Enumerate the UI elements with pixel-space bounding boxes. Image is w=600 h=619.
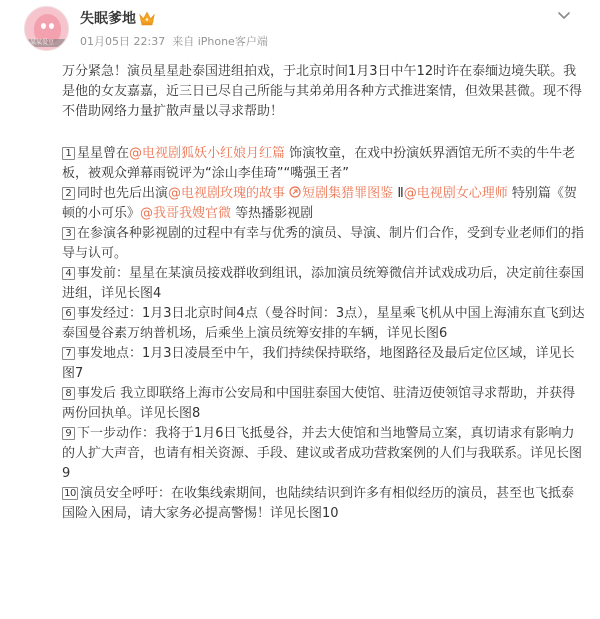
chevron-down-icon[interactable] xyxy=(556,7,572,23)
item-text: 饰演牧童，在戏中扮演妖界酒馆无所不卖的牛牛老板，被观众弹幕雨锐评为“涂山李佳琦”“嘴强王者” xyxy=(62,146,576,181)
item-number-badge: 8 xyxy=(62,387,75,400)
mention-link[interactable]: @电视剧玫瑰的故事 xyxy=(168,186,286,201)
post-item-list xyxy=(62,144,586,524)
post-item xyxy=(62,424,586,484)
post-item xyxy=(62,144,586,184)
item-number-badge: 7 xyxy=(62,347,75,360)
item-text: 事发经过：1月3日北京时间4点（曼谷时间：3点），星星乘飞机从中国上海浦东直飞到达泰国曼谷素万纳普机场，后乘坐上演员统筹安排的车辆，详见长图6 xyxy=(62,306,585,341)
post-header xyxy=(16,0,578,56)
item-number-badge: 6 xyxy=(62,307,75,320)
avatar-eye-right xyxy=(49,23,54,29)
item-number-badge: 9 xyxy=(62,427,75,440)
item-text: 特别篇《贺顿的小可乐》 xyxy=(62,186,577,221)
post-date[interactable]: 01月05日 22:37 xyxy=(80,35,166,48)
post-source: 来自 iPhone客户端 xyxy=(172,35,268,48)
item-number-badge: 2 xyxy=(62,187,75,200)
item-text: 事发地点：1月3日凌晨至中午，我们持续保持联络，地图路径及最后定位区域，详见长图7 xyxy=(62,346,575,381)
post-content xyxy=(62,62,586,524)
item-text: 事发前：星星在某演员接戏群收到组讯，添加演员统筹微信并试戏成功后，决定前往泰国进组，详见长图4 xyxy=(62,266,585,301)
item-text: 下一步动作：我将于1月6日飞抵曼谷，并去大使馆和当地警局立案，真切请求有影响力的人扩大声音，也请有相关资源、手段、建议或者成功营救案例的人们与我联系。详见长图9 xyxy=(62,426,583,481)
item-text: 同时也先后出演 xyxy=(77,186,169,201)
item-text: Ⅱ xyxy=(393,186,404,201)
item-text: 在参演各种影视剧的过程中有幸与优秀的演员、导演、制片们合作，受到专业老师们的指导与认可。 xyxy=(62,226,585,261)
mention-link[interactable]: 短剧集猎罪图鉴 xyxy=(302,186,394,201)
mention-link[interactable]: @电视剧狐妖小红娘月红篇 xyxy=(129,146,286,161)
item-text: 星星曾在 xyxy=(77,146,130,161)
post-intro: 万分紧急！演员星星赴泰国进组拍戏，于北京时间1月3日中午12时许在泰缅边境失联。我是他的女友嘉嘉，近三日已尽自己所能与其弟弟用各种方式推进案情，但效果甚微。现不得不借助网络力量扩散声量以寻求帮助！ xyxy=(62,64,583,119)
post-item xyxy=(62,264,586,304)
vip-crown-icon[interactable] xyxy=(139,11,155,26)
mention-link[interactable]: @我哥我嫂官微 xyxy=(140,206,232,221)
mention-link[interactable]: @电视剧女心理师 xyxy=(403,186,508,201)
avatar-eye-left xyxy=(41,23,46,29)
avatar-tag-text: 某某爱豆 xyxy=(30,39,55,46)
item-text: 事发后 我立即联络上海市公安局和中国驻泰国大使馆、驻清迈使领馆寻求帮助，并获得两份回执单。详见长图8 xyxy=(62,386,576,421)
post-item xyxy=(62,344,586,384)
item-number-badge: 1 xyxy=(62,147,75,160)
item-number-badge: 10 xyxy=(62,487,78,500)
item-text: 演员安全呼吁：在收集线索期间，也陆续结识到许多有相似经历的演员，甚至也飞抵泰国险入困局，请大家务必提高警惕！详见长图10 xyxy=(62,486,575,521)
post-item xyxy=(62,484,586,524)
post-item xyxy=(62,184,586,224)
post-item xyxy=(62,384,586,424)
item-text: 等热播影视剧 xyxy=(231,206,314,221)
avatar[interactable] xyxy=(24,6,69,51)
post-item xyxy=(62,304,586,344)
item-number-badge: 3 xyxy=(62,227,75,240)
post-item xyxy=(62,224,586,264)
user-name[interactable]: 失眠爹地 xyxy=(80,11,136,27)
post-meta xyxy=(80,35,275,49)
item-number-badge: 4 xyxy=(62,267,75,280)
link-icon xyxy=(289,186,301,198)
